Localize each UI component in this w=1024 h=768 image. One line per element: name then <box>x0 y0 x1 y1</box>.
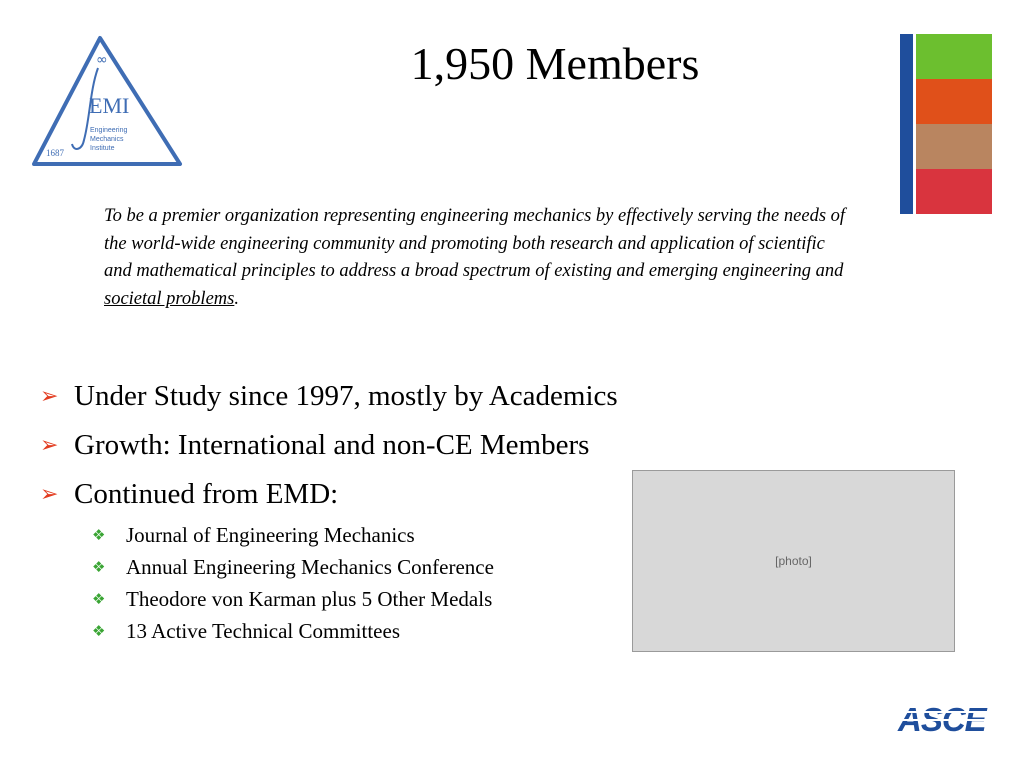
orange-swatch <box>916 79 992 124</box>
bullet-item <box>40 372 760 421</box>
arrow-bullet-icon: ➢ <box>40 482 59 507</box>
mission-statement <box>104 203 849 313</box>
asce-logo <box>896 698 994 738</box>
sub-bullet-text: Theodore von Karman plus 5 Other Medals <box>126 587 493 611</box>
societal-problems-link[interactable]: societal problems <box>104 288 235 309</box>
mission-text: To be a premier organization representing engineering mechanics by effectively serving the needs of the world-wide engineering community and promoting both research and application of scientific and mathematical principles to address a broad spectrum of existing and emerging engineering and <box>104 206 846 281</box>
logo-line1: Engineering <box>90 127 128 134</box>
bullet-text: Under Study since 1997, mostly by Academics <box>74 380 618 412</box>
logo-line2: Mechanics <box>90 136 124 143</box>
logo-infinity: ∞ <box>96 52 108 68</box>
mission-end: . <box>234 288 239 309</box>
diamond-bullet-icon: ❖ <box>92 558 106 576</box>
asce-logo-text: ASCE <box>898 701 986 738</box>
team-photo <box>632 470 955 652</box>
slide-title: 1,950 Members <box>410 38 700 89</box>
diamond-bullet-icon: ❖ <box>92 526 106 544</box>
emi-logo <box>28 30 188 170</box>
logo-year: 1687 <box>46 148 64 158</box>
blue-vertical-bar <box>900 34 913 214</box>
red-swatch <box>916 169 992 214</box>
sub-bullet-text: Annual Engineering Mechanics Conference <box>126 555 494 579</box>
logo-emi: EMI <box>89 93 130 118</box>
photo-placeholder-label: [photo] <box>775 554 812 568</box>
sub-bullet-text: 13 Active Technical Committees <box>126 619 400 643</box>
diamond-bullet-icon: ❖ <box>92 622 106 640</box>
sub-bullet-text: Journal of Engineering Mechanics <box>126 523 415 547</box>
arrow-bullet-icon: ➢ <box>40 384 59 409</box>
green-swatch <box>916 34 992 79</box>
bullet-text: Growth: International and non-CE Members <box>74 429 590 461</box>
color-bar-decoration <box>900 34 992 214</box>
diamond-bullet-icon: ❖ <box>92 590 106 608</box>
logo-line3: Institute <box>90 145 115 152</box>
tan-swatch <box>916 124 992 169</box>
bullet-text: Continued from EMD: <box>74 478 339 510</box>
bullet-item <box>40 421 760 470</box>
arrow-bullet-icon: ➢ <box>40 433 59 458</box>
